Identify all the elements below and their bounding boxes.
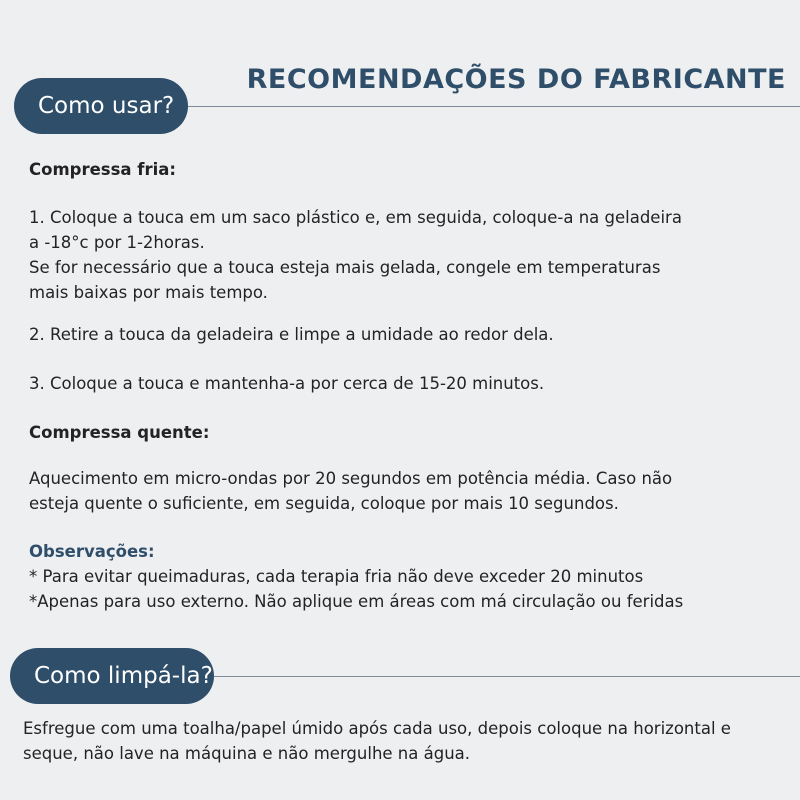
section-divider-usage	[188, 106, 800, 107]
notes-line: *Apenas para uso externo. Não aplique em áreas com má circulação ou feridas	[29, 592, 684, 611]
cold-step-1-line: a -18°c por 1-2horas.	[29, 233, 205, 252]
cold-step-1-line: mais baixas por mais tempo.	[29, 283, 268, 302]
page-title: RECOMENDAÇÕES DO FABRICANTE	[246, 64, 786, 95]
notes-block	[29, 539, 760, 614]
cleaning-text	[23, 716, 760, 766]
cold-step-2-line: 2. Retire a touca da geladeira e limpe a umidade ao redor dela.	[29, 325, 554, 344]
cold-step-1	[29, 205, 760, 305]
hot-compress-line: esteja quente o suficiente, em seguida, coloque por mais 10 segundos.	[29, 494, 619, 513]
usage-section-label: Como usar?	[14, 78, 188, 134]
cold-step-1-line: 1. Coloque a touca em um saco plástico e, em seguida, coloque-a na geladeira	[29, 208, 682, 227]
cold-compress-heading: Compressa fria:	[29, 160, 177, 179]
hot-compress-text	[29, 466, 760, 516]
hot-compress-heading-block	[29, 420, 760, 445]
cold-step-2	[29, 322, 760, 347]
cleaning-line: Esfregue com uma toalha/papel úmido após cada uso, depois coloque na horizontal e	[23, 719, 731, 738]
cold-step-3-line: 3. Coloque a touca e mantenha-a por cerca de 15-20 minutos.	[29, 374, 545, 393]
hot-compress-line: Aquecimento em micro-ondas por 20 segundos em potência média. Caso não	[29, 469, 673, 488]
notes-heading: Observações:	[29, 542, 155, 561]
cold-compress-heading-block	[29, 157, 760, 182]
cleaning-section-label: Como limpá-la?	[10, 648, 214, 704]
notes-line: * Para evitar queimaduras, cada terapia fria não deve exceder 20 minutos	[29, 567, 644, 586]
hot-compress-heading: Compressa quente:	[29, 423, 210, 442]
cold-step-1-line: Se for necessário que a touca esteja mais gelada, congele em temperaturas	[29, 258, 661, 277]
cleaning-line: seque, não lave na máquina e não mergulhe na água.	[23, 744, 471, 763]
section-divider-cleaning	[214, 676, 800, 677]
cold-step-3	[29, 371, 760, 396]
